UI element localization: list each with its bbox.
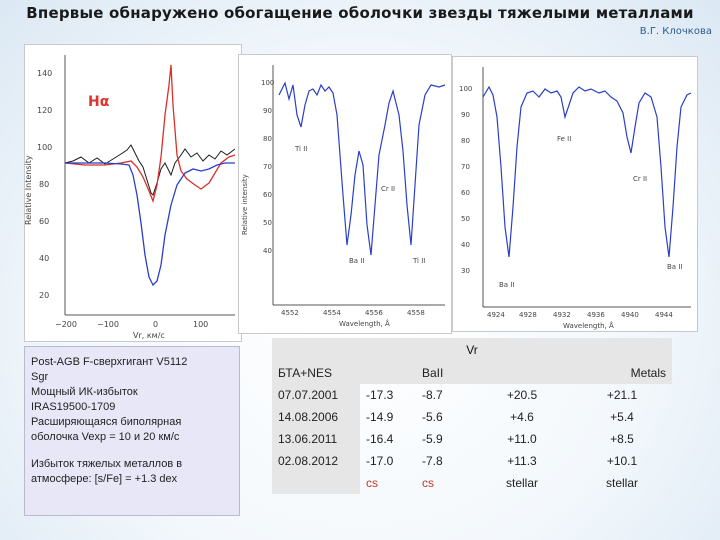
middle-ytick: 90: [263, 107, 272, 115]
right-xtick: 4944: [655, 311, 673, 319]
info-line: Sgr: [31, 371, 49, 383]
header-cell: [472, 362, 572, 384]
author-name: В.Г. Клочкова: [639, 26, 712, 37]
date-cell: 02.08.2012: [272, 450, 360, 472]
value-cell: +8.5: [610, 432, 634, 446]
halpha-ytick: 80: [39, 180, 50, 189]
middle-ytick: 60: [263, 191, 272, 199]
middle-xtick: 4552: [281, 309, 299, 317]
right-xtick: 4932: [553, 311, 571, 319]
middle-ytick: 80: [263, 135, 272, 143]
value-cell: +20.5: [506, 388, 538, 402]
value-cell: -5.6: [422, 410, 443, 424]
middle-xtick: 4554: [323, 309, 341, 317]
halpha-ytick: 40: [39, 254, 50, 263]
halpha-ytick: 140: [37, 69, 53, 78]
halpha-spectrum-plot: [25, 45, 241, 341]
table-row: [272, 450, 672, 472]
halpha-xtick: 0: [153, 320, 159, 329]
value-cell: +5.4: [610, 410, 634, 424]
halpha-ylabel: Relative Intensity: [24, 155, 33, 225]
middle-ytick: 100: [261, 79, 275, 87]
info-line: IRAS19500-1709: [31, 401, 116, 413]
table-header-row: [272, 362, 672, 384]
red-spectrum-curve: [65, 65, 235, 201]
table-footer-row: [272, 472, 672, 494]
halpha-xtick: 100: [193, 320, 209, 329]
halpha-ytick: 20: [39, 291, 50, 300]
date-cell: 13.06.2011: [272, 428, 360, 450]
footer-cell: cs: [422, 476, 434, 490]
right-spectrum-panel: [452, 56, 698, 332]
middle-xlabel: Wavelength, Å: [339, 320, 390, 328]
halpha-spectrum-panel: [24, 44, 242, 342]
footer-cell: stellar: [605, 476, 638, 490]
blue-spectrum-curve: [483, 87, 691, 257]
table-row: [272, 428, 672, 450]
footer-cell: [272, 472, 360, 494]
black-spectrum-curve: [65, 145, 235, 195]
value-cell: -16.4: [366, 432, 394, 446]
right-ytick: 40: [461, 241, 470, 249]
header-cell: BaII: [416, 362, 472, 384]
value-cell: +21.1: [606, 388, 638, 402]
halpha-ytick: 120: [37, 106, 53, 115]
value-cell: +11.0: [507, 432, 537, 446]
right-line-mark: Cr II: [633, 175, 648, 183]
right-ytick: 100: [459, 85, 473, 93]
info-line: Расширяющаяся биполярная: [31, 416, 182, 428]
halpha-xtick: −200: [55, 320, 77, 329]
middle-xtick: 4558: [407, 309, 425, 317]
middle-spectrum-panel: [238, 54, 452, 334]
value-cell: -14.9: [366, 410, 394, 424]
middle-line-mark: Ti II: [413, 257, 426, 265]
value-cell: -8.7: [422, 388, 443, 402]
slide-title: Впервые обнаружено обогащение оболочки звезды тяжелыми металлами: [26, 4, 694, 22]
right-line-mark: Ba II: [499, 281, 515, 289]
info-line: Избыток тяжелых металлов в: [31, 458, 183, 470]
table-row: [272, 406, 672, 428]
middle-ytick: 50: [263, 219, 272, 227]
right-xtick: 4936: [587, 311, 605, 319]
halpha-ytick: 60: [39, 217, 50, 226]
right-spectrum-plot: [453, 57, 697, 331]
right-ytick: 30: [461, 267, 470, 275]
right-xtick: 4940: [621, 311, 639, 319]
right-ytick: 70: [461, 163, 470, 171]
value-cell: -17.0: [366, 454, 394, 468]
header-cell: Metals: [572, 362, 672, 384]
value-cell: +4.6: [510, 410, 534, 424]
table-title: Vr: [272, 338, 672, 362]
middle-spectrum-plot: [239, 55, 451, 333]
right-ytick: 60: [461, 189, 470, 197]
radial-velocity-table: [272, 338, 672, 494]
middle-ylabel: Relative intensity: [241, 174, 249, 235]
footer-cell: stellar: [505, 476, 538, 490]
table-row: [272, 384, 672, 406]
info-line: Мощный ИК-избыток: [31, 386, 138, 398]
right-line-mark: Fe II: [557, 135, 572, 143]
right-ytick: 50: [461, 215, 470, 223]
right-xtick: 4924: [487, 311, 505, 319]
middle-line-mark: Ba II: [349, 257, 365, 265]
info-line: атмосфере: [s/Fe] = +1.3 dex: [31, 473, 178, 485]
right-ytick: 90: [461, 111, 470, 119]
right-xtick: 4928: [519, 311, 537, 319]
header-cell: БТА+NES: [272, 362, 360, 384]
middle-ytick: 40: [263, 247, 272, 255]
date-cell: 07.07.2001: [272, 384, 360, 406]
value-cell: -17.3: [366, 388, 394, 402]
value-cell: -5.9: [422, 432, 443, 446]
middle-line-mark: Cr II: [381, 185, 396, 193]
footer-cell: cs: [366, 476, 378, 490]
right-ytick: 80: [461, 137, 470, 145]
value-cell: -7.8: [422, 454, 443, 468]
header-cell: [360, 362, 416, 384]
blue-spectrum-curve: [279, 83, 445, 255]
value-cell: +10.1: [606, 454, 638, 468]
halpha-label: Hα: [88, 94, 110, 110]
halpha-xlabel: Vr, км/с: [133, 331, 165, 340]
info-line: Post-AGB F-сверхгигант V5112: [31, 356, 188, 368]
right-line-mark: Ba II: [667, 263, 683, 271]
value-cell: +11.3: [507, 454, 537, 468]
middle-ytick: 70: [263, 163, 272, 171]
info-line: оболочка Vexp = 10 и 20 км/с: [31, 431, 180, 443]
middle-xtick: 4556: [365, 309, 383, 317]
date-cell: 14.08.2006: [272, 406, 360, 428]
right-xlabel: Wavelength, Å: [563, 322, 614, 330]
halpha-xtick: −100: [97, 320, 119, 329]
middle-line-mark: Ti II: [295, 145, 308, 153]
halpha-ytick: 100: [37, 143, 53, 152]
star-info-box: [24, 346, 240, 516]
